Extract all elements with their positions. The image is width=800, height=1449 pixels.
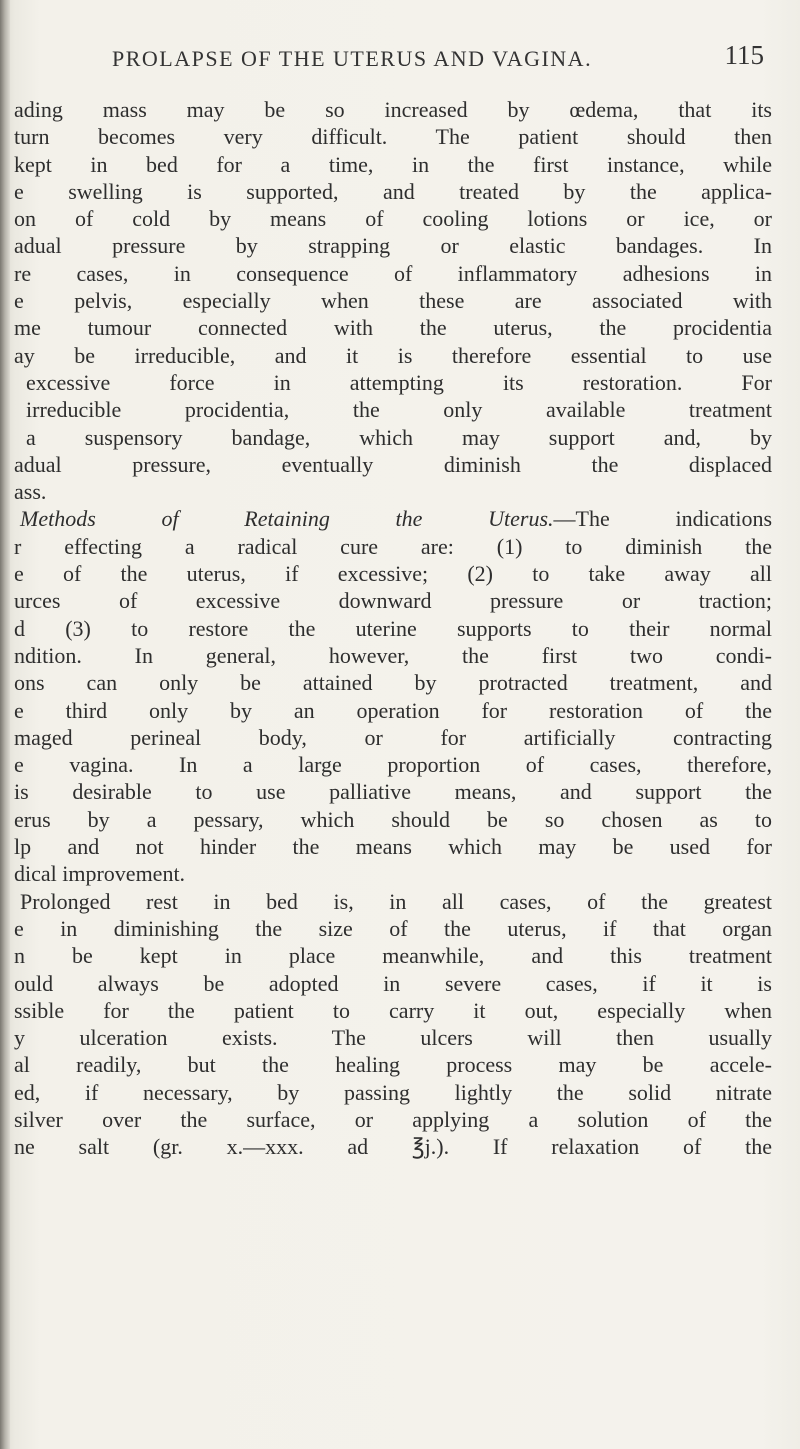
text-line: excessive force in attempting its restoration. For [26, 369, 772, 395]
section-heading-italic: Methods of Retaining the Uterus. [20, 506, 554, 532]
text-line: a suspensory bandage, which may support and, by [26, 424, 772, 450]
text-line: d (3) to restore the uterine supports to their normal [14, 615, 772, 641]
text-line: re cases, in consequence of inflammatory adhesions in [14, 260, 772, 286]
text-line: urces of excessive downward pressure or traction; [14, 588, 772, 614]
text-line: is desirable to use palliative means, and support the [14, 779, 772, 805]
text-line: ed, if necessary, by passing lightly the solid nitrate [14, 1079, 772, 1105]
text-line: y ulceration exists. The ulcers will then usually [14, 1025, 772, 1051]
body-text [14, 96, 772, 1161]
text-line: kept in bed for a time, in the first instance, while [14, 151, 772, 177]
text-line: me tumour connected with the uterus, the procidentia [14, 315, 772, 341]
text-line: ons can only be attained by protracted treatment, and [14, 670, 772, 696]
page-header [112, 36, 764, 76]
text-line: e swelling is supported, and treated by the applica- [14, 178, 772, 204]
text-line: e vagina. In a large proportion of cases, therefore, [14, 752, 772, 778]
text-line: al readily, but the healing process may be accele- [14, 1052, 772, 1078]
text-line: adual pressure, eventually diminish the displaced [14, 451, 772, 477]
text-line: ading mass may be so increased by œdema, that its [14, 97, 772, 122]
text-line: ould always be adopted in severe cases, if it is [14, 970, 772, 996]
text-line: e of the uterus, if excessive; (2) to take away all [14, 561, 772, 587]
text-line: erus by a pessary, which should be so chosen as to [14, 806, 772, 832]
text-line: ay be irreducible, and it is therefore essential to use [14, 342, 772, 368]
page-gutter-shadow [0, 0, 10, 1449]
text-line: e pelvis, especially when these are associated with [14, 288, 772, 314]
text-line: e third only by an operation for restoration of the [14, 697, 772, 723]
text-line: ssible for the patient to carry it out, especially when [14, 997, 772, 1023]
text-line: adual pressure by strapping or elastic bandages. In [14, 233, 772, 259]
text-line: ndition. In general, however, the first two condi- [14, 642, 772, 668]
text-line: Prolonged rest in bed is, in all cases, of the greatest [20, 888, 772, 914]
text-line: ne salt (gr. x.—xxx. ad ℥j.). If relaxation of the [14, 1134, 772, 1160]
text-line: silver over the surface, or applying a solution of the [14, 1106, 772, 1132]
text-line: turn becomes very difficult. The patient should then [14, 124, 772, 150]
text-line: dical improvement. [14, 861, 186, 887]
running-title: PROLAPSE OF THE UTERUS AND VAGINA. [112, 46, 593, 71]
section-heading-line: Methods of Retaining the Uterus.—The indications [20, 506, 773, 532]
text-line: ass. [14, 479, 47, 505]
text-line: e in diminishing the size of the uterus, if that organ [14, 915, 772, 941]
text-line: n be kept in place meanwhile, and this treatment [14, 943, 772, 969]
text-line: irreducible procidentia, the only available treatment [26, 397, 772, 423]
text-line: lp and not hinder the means which may be used for [14, 834, 772, 860]
text-line: maged perineal body, or for artificially contracting [14, 724, 772, 750]
text-line: on of cold by means of cooling lotions or ice, or [14, 206, 772, 232]
text-line: r effecting a radical cure are: (1) to diminish the [14, 533, 772, 559]
page-number: 115 [724, 40, 764, 70]
